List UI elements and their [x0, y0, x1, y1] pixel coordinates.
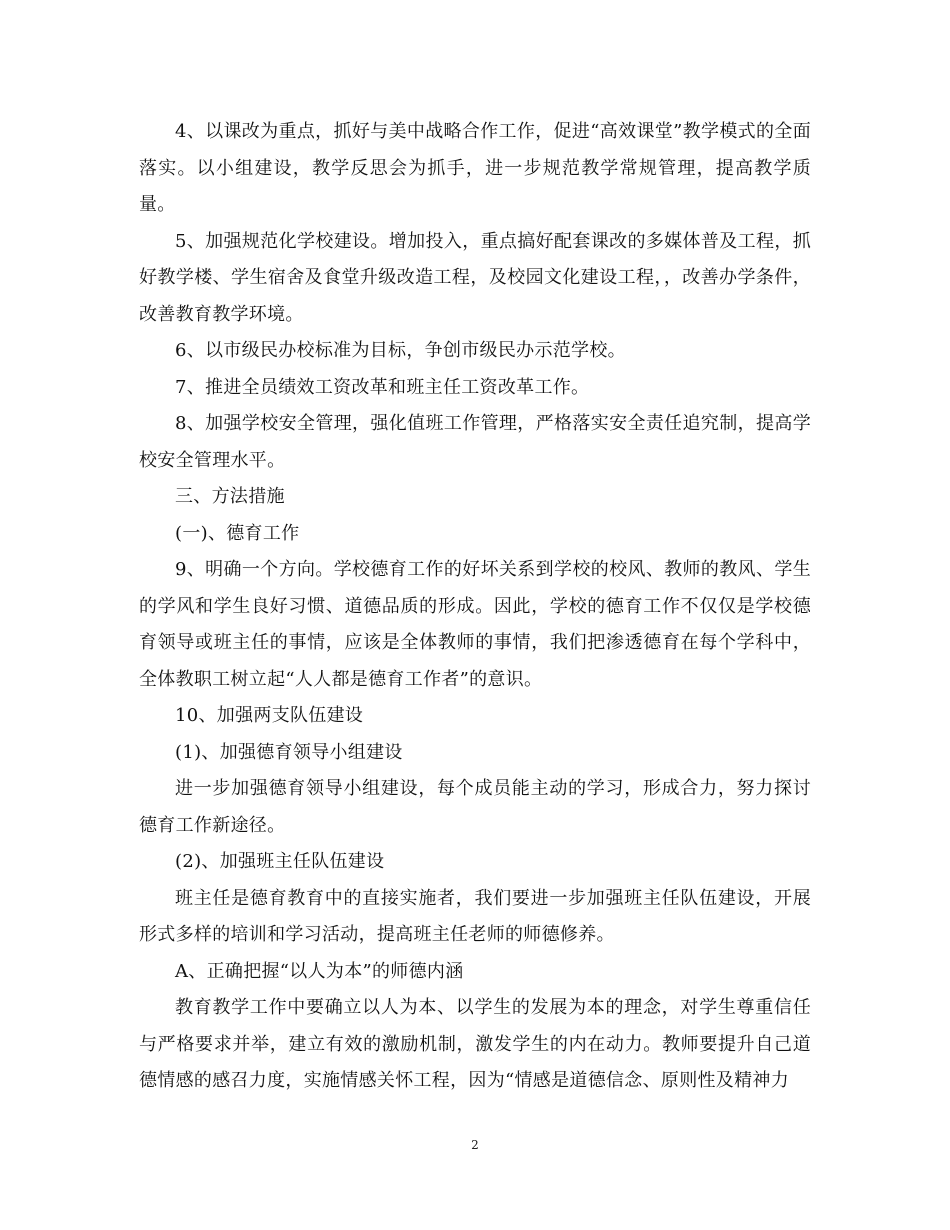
- paragraph-item-9: 9、明确一个方向。学校德育工作的好坏关系到学校的校风、教师的教风、学生的学风和学生良好习惯、道德品质的形成。因此，学校的德育工作不仅仅是学校德育领导或班主任的事情，应该是全体教师的事情，我们把渗透德育在每个学科中，全体教职工树立起“人人都是德育工作者”的意识。: [139, 559, 811, 690]
- subsection-heading-moral-education: (一)、德育工作: [175, 522, 300, 544]
- paragraph-class-teacher-team: 班主任是德育教育中的直接实施者，我们要进一步加强班主任队伍建设，开展形式多样的培训和学习活动，提高班主任老师的师德修养。: [139, 887, 811, 945]
- paragraph-leadership-group: 进一步加强德育领导小组建设，每个成员能主动的学习，形成合力，努力探讨德育工作新途径。: [139, 778, 811, 836]
- paragraph-item-10: 10、加强两支队伍建设: [175, 705, 364, 726]
- paragraph-item-4: 4、以课改为重点，抓好与美中战略合作工作，促进“高效课堂”教学模式的全面落实。以小组建设，教学反思会为抓手，进一步规范教学常规管理，提高教学质量。: [139, 121, 811, 215]
- page-number: 2: [471, 1138, 479, 1152]
- paragraph-item-7: 7、推进全员绩效工资改革和班主任工资改革工作。: [175, 376, 590, 398]
- paragraph-people-oriented: 教育教学工作中要确立以人为本、以学生的发展为本的理念，对学生尊重信任与严格要求并举，建立有效的激励机制，激发学生的内在动力。教师要提升自己道德情感的感召力度，实施情感关怀工程，因为“情感是道德信念、原则性及精神力: [139, 997, 811, 1091]
- subheading-people-oriented: A、正确把握“以人为本”的师德内涵: [175, 960, 464, 982]
- paragraph-item-6: 6、以市级民办校标准为目标，争创市级民办示范学校。: [175, 340, 626, 361]
- subheading-leadership-group: (1)、加强德育领导小组建设: [175, 741, 403, 763]
- paragraph-item-5: 5、加强规范化学校建设。增加投入，重点搞好配套课改的多媒体普及工程，抓好教学楼、学生宿舍及食堂升级改造工程，及校园文化建设工程，，改善办学条件，改善教育教学环境。: [139, 230, 811, 325]
- section-heading-methods: 三、方法措施: [175, 486, 285, 507]
- subheading-class-teacher-team: (2)、加强班主任队伍建设: [175, 851, 385, 872]
- document-body: [139, 114, 811, 1100]
- paragraph-item-8: 8、加强学校安全管理，强化值班工作管理，严格落实安全责任追究制，提高学校安全管理水平。: [139, 413, 811, 471]
